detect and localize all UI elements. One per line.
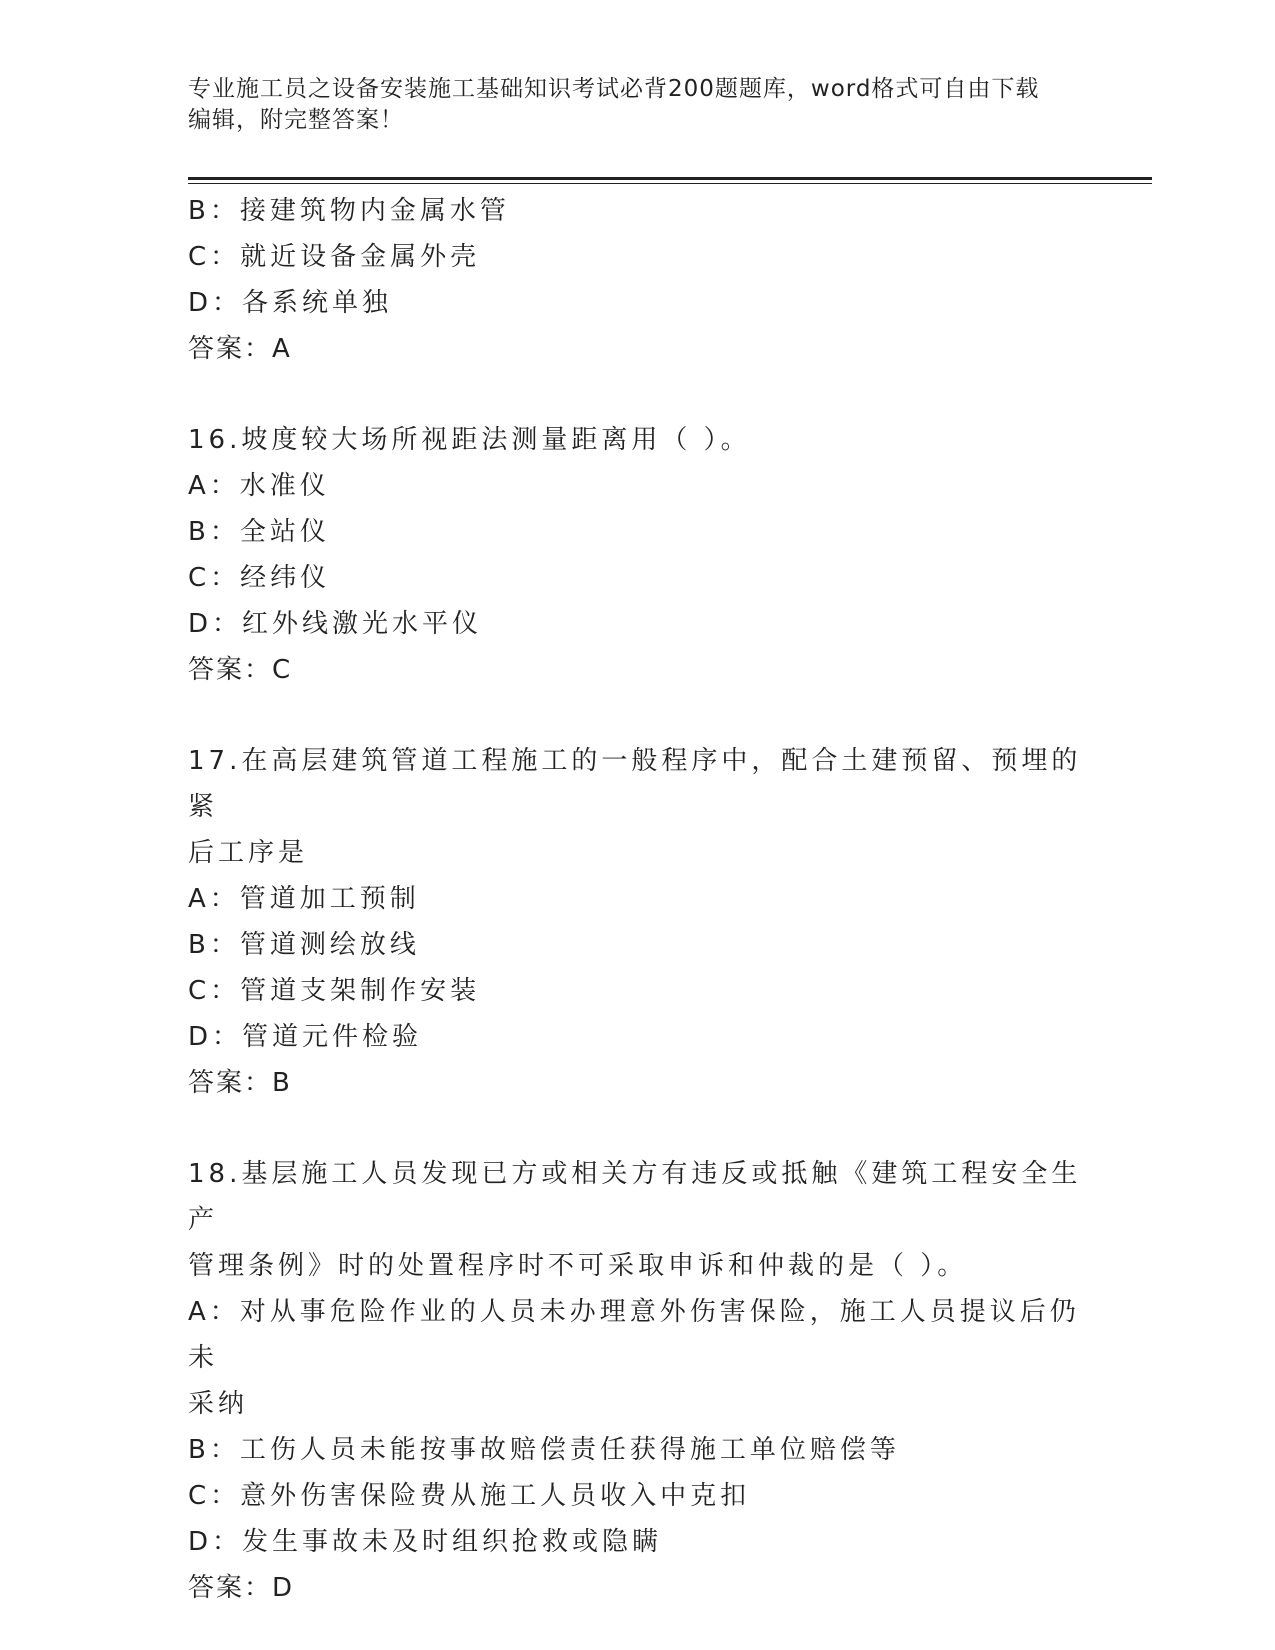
option-d: D：红外线激光水平仪 xyxy=(188,609,483,639)
option-a: A：水准仪 xyxy=(188,471,330,501)
question-text-line-1: 18.基层施工人员发现已方或相关方有违反或抵触《建筑工程安全生产 xyxy=(188,1159,1082,1235)
header-divider-thick xyxy=(188,177,1152,180)
answer-line: 答案：C xyxy=(188,655,293,685)
spacer xyxy=(188,1106,1088,1151)
option-b: B：全站仪 xyxy=(188,517,330,547)
question-text-line-2: 管理条例》时的处置程序时不可采取申诉和仲裁的是（ ）。 xyxy=(188,1251,968,1281)
question-17 xyxy=(188,738,1088,1106)
option-a-line-2: 采纳 xyxy=(188,1389,249,1419)
question-18 xyxy=(188,1151,1088,1611)
question-text-line-1: 17.在高层建筑管道工程施工的一般程序中，配合土建预留、预埋的紧 xyxy=(188,746,1082,822)
header-line-1: 专业施工员之设备安装施工基础知识考试必背200题题库，word格式可自由下载 xyxy=(188,76,1040,102)
spacer xyxy=(188,372,1088,417)
option-b: B：接建筑物内金属水管 xyxy=(188,196,510,226)
answer-line: 答案：B xyxy=(188,1068,292,1098)
question-list xyxy=(188,188,1088,1611)
document-header xyxy=(188,74,1068,136)
option-c: C：就近设备金属外壳 xyxy=(188,242,481,272)
header-line-2: 编辑，附完整答案！ xyxy=(188,107,404,133)
answer-line: 答案：A xyxy=(188,334,292,364)
question-16 xyxy=(188,417,1088,693)
spacer xyxy=(188,693,1088,738)
question-15-tail xyxy=(188,188,1088,372)
option-c: C：意外伤害保险费从施工人员收入中克扣 xyxy=(188,1481,751,1511)
header-divider-thin xyxy=(188,183,1152,184)
option-d: D：发生事故未及时组织抢救或隐瞒 xyxy=(188,1527,663,1557)
option-d: D：各系统单独 xyxy=(188,288,393,318)
option-a: A：管道加工预制 xyxy=(188,884,420,914)
option-c: C：经纬仪 xyxy=(188,563,331,593)
option-a-line-1: A：对从事危险作业的人员未办理意外伤害保险，施工人员提议后仍未 xyxy=(188,1297,1080,1373)
option-d: D：管道元件检验 xyxy=(188,1022,423,1052)
answer-line: 答案：D xyxy=(188,1573,295,1603)
option-b: B：管道测绘放线 xyxy=(188,930,420,960)
question-text: 16.坡度较大场所视距法测量距离用（ ）。 xyxy=(188,425,751,455)
option-c: C：管道支架制作安装 xyxy=(188,976,481,1006)
question-text-line-2: 后工序是 xyxy=(188,838,309,868)
option-b: B：工伤人员未能按事故赔偿责任获得施工单位赔偿等 xyxy=(188,1435,900,1465)
